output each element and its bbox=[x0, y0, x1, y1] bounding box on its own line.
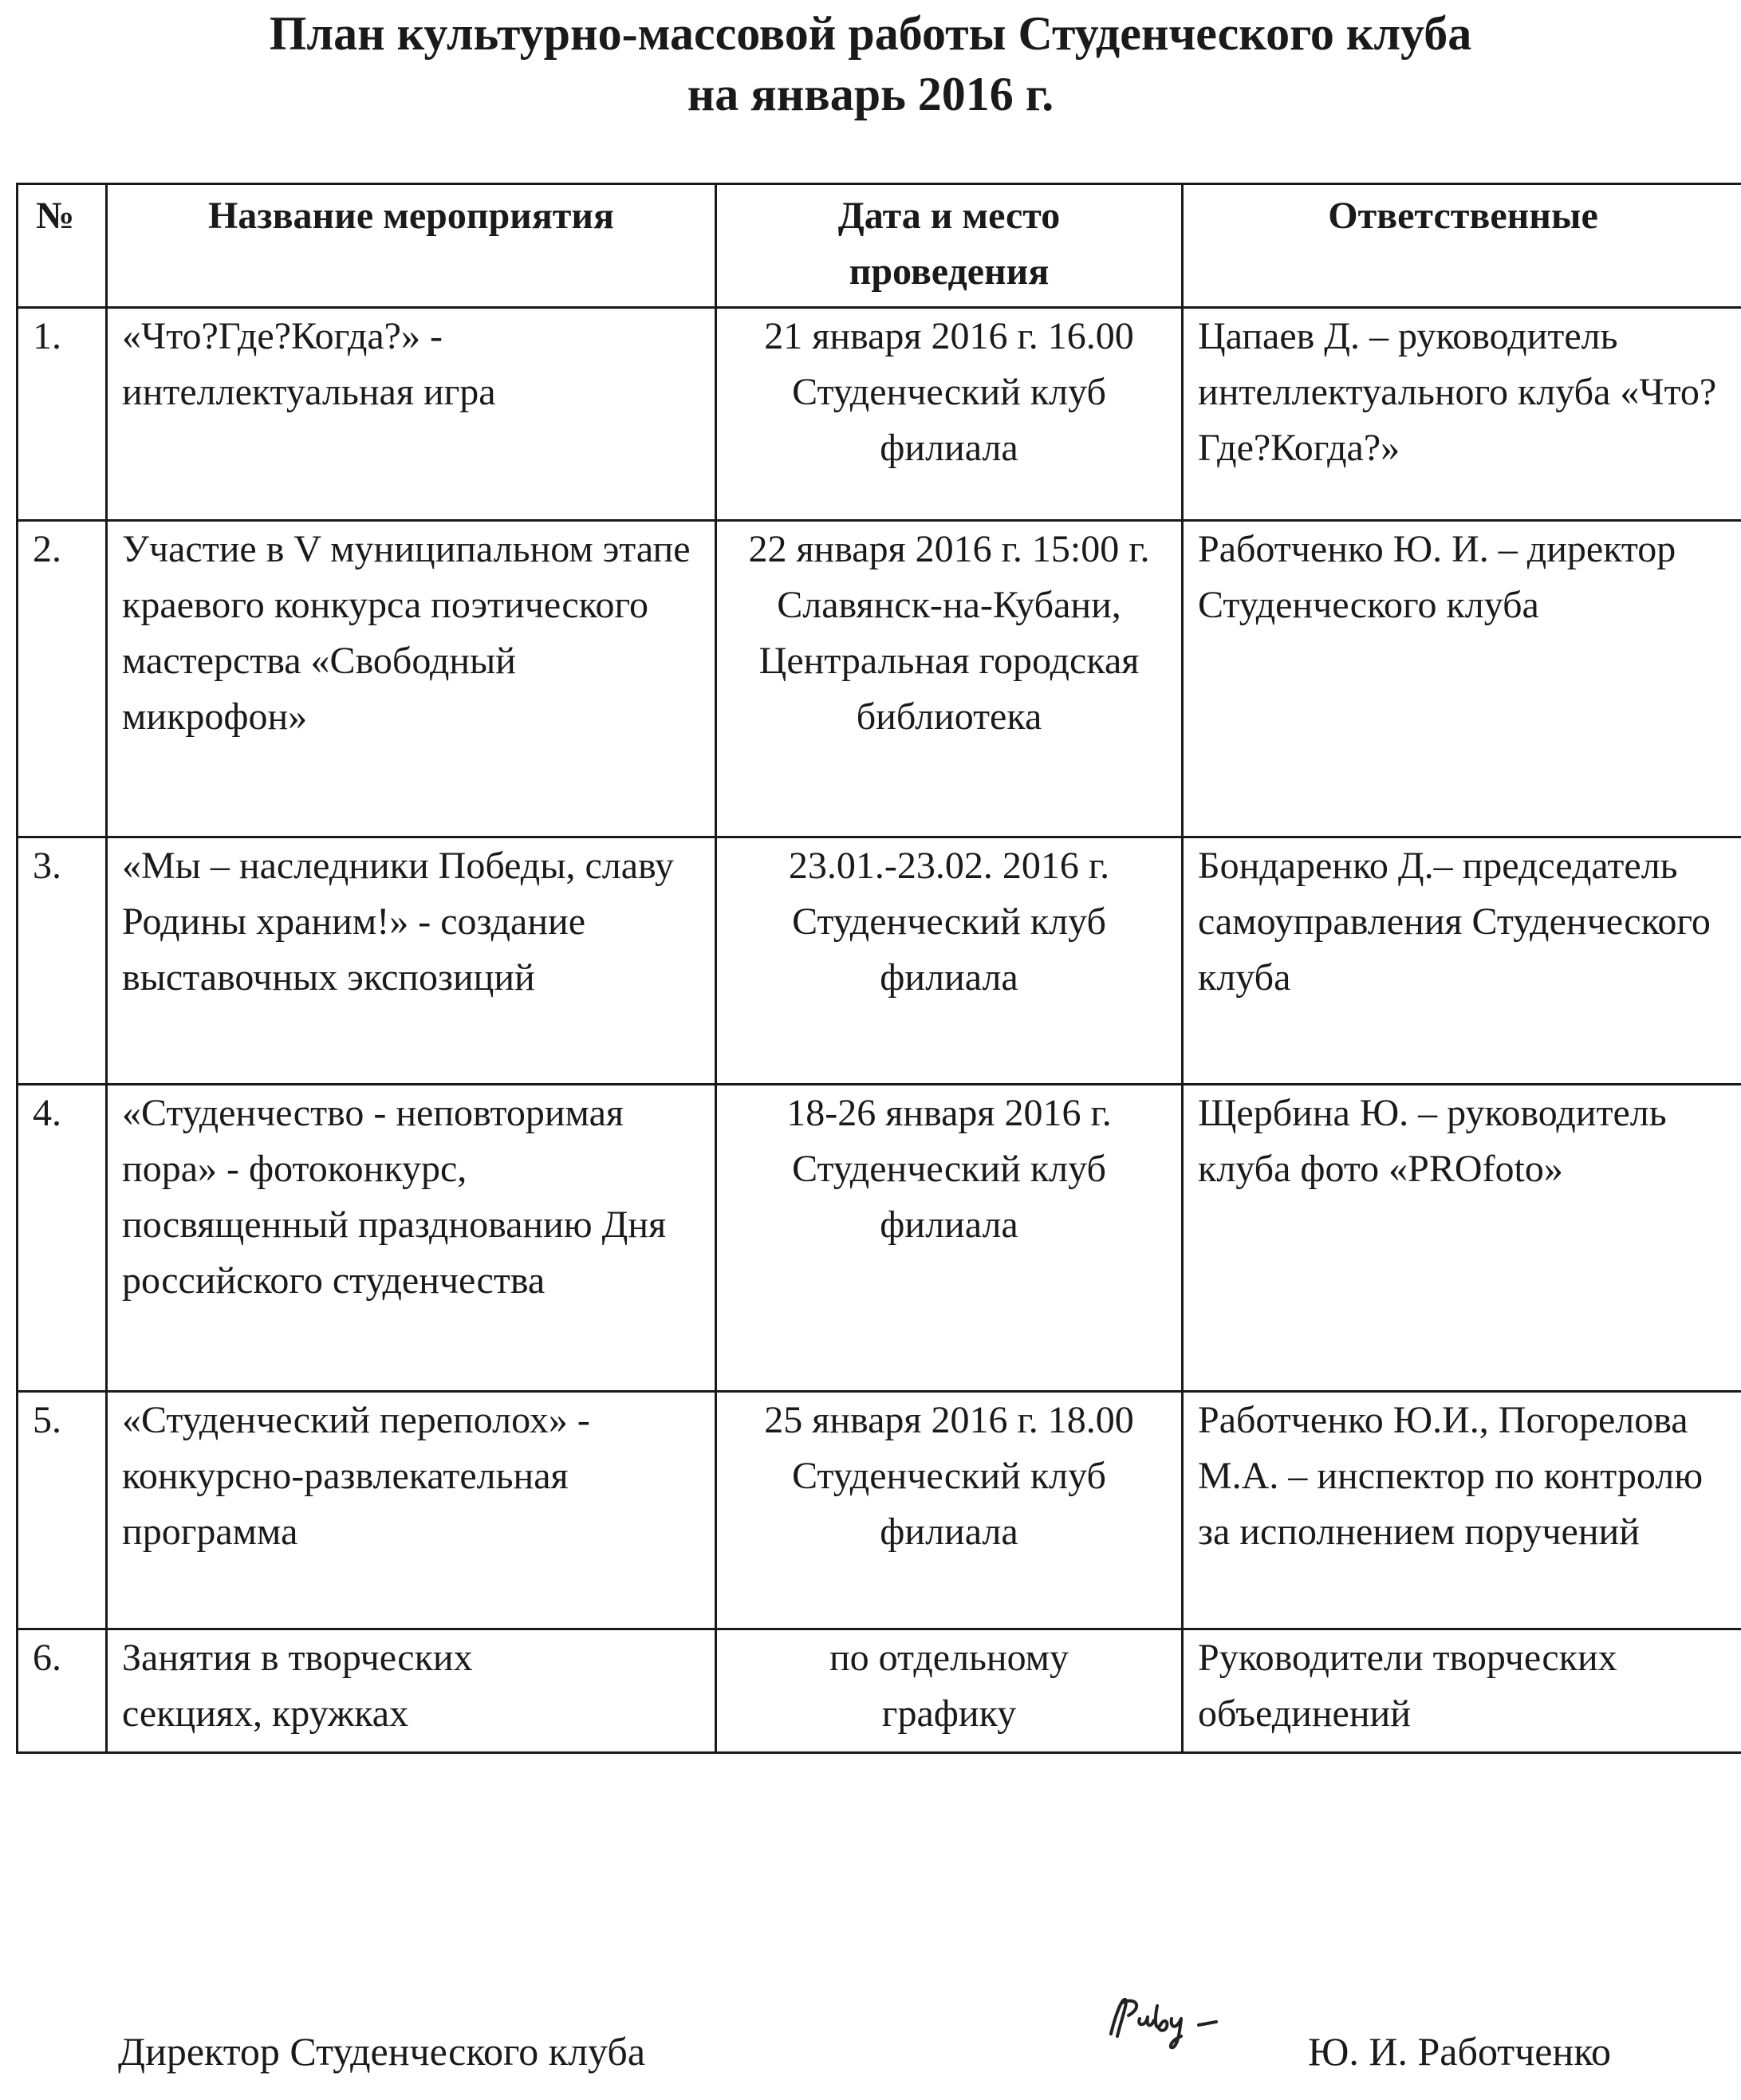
row-num: 1. bbox=[18, 308, 107, 521]
header-resp: Ответственные bbox=[1183, 184, 1741, 308]
events-table bbox=[16, 183, 1741, 1754]
title-line-2: на январь 2016 г. bbox=[687, 68, 1054, 120]
row-name: «Мы – наследники Победы, славу Родины храним!» - создание выставочных экспозиций bbox=[107, 837, 716, 1085]
row-resp: Цапаев Д. – руководитель интеллектуального клуба «Что?Где?Когда?» bbox=[1183, 308, 1741, 521]
signatory-name: Ю. И. Работченко bbox=[1308, 2029, 1611, 2074]
row-date: 22 января 2016 г. 15:00 г. Славянск-на-Кубани, Центральная городская библиотека bbox=[716, 521, 1183, 837]
row-resp: Работченко Ю. И. – директор Студенческого клуба bbox=[1183, 521, 1741, 837]
table-row bbox=[18, 1085, 1741, 1392]
row-name: Участие в V муниципальном этапе краевого конкурса поэтического мастерства «Свободный микрофон» bbox=[107, 521, 716, 837]
row-resp: Щербина Ю. – руководитель клуба фото «PROfoto» bbox=[1183, 1085, 1741, 1392]
table-header-row bbox=[18, 184, 1741, 308]
table-row bbox=[18, 837, 1741, 1085]
signatory-position: Директор Студенческого клуба bbox=[118, 2029, 646, 2074]
signature-icon bbox=[1105, 1990, 1264, 2054]
row-num: 4. bbox=[18, 1085, 107, 1392]
row-resp: Работченко Ю.И., Погорелова М.А. – инспектор по контролю за исполнением поручений bbox=[1183, 1392, 1741, 1629]
row-resp: Руководители творческих объединений bbox=[1183, 1629, 1741, 1753]
row-date: 18-26 января 2016 г. Студенческий клуб филиала bbox=[716, 1085, 1183, 1392]
row-num: 6. bbox=[18, 1629, 107, 1753]
row-date: по отдельному графику bbox=[716, 1629, 1183, 1753]
row-date: 23.01.-23.02. 2016 г. Студенческий клуб филиала bbox=[716, 837, 1183, 1085]
row-name: «Студенчество - неповторимая пора» - фотоконкурс, посвященный празднованию Дня российского студенчества bbox=[107, 1085, 716, 1392]
row-name: «Что?Где?Когда?» - интеллектуальная игра bbox=[107, 308, 716, 521]
row-name: «Студенческий переполох» - конкурсно-развлекательная программа bbox=[107, 1392, 716, 1629]
row-num: 3. bbox=[18, 837, 107, 1085]
table-row bbox=[18, 1392, 1741, 1629]
row-num: 2. bbox=[18, 521, 107, 837]
table-row bbox=[18, 521, 1741, 837]
row-resp: Бондаренко Д.– председатель самоуправления Студенческого клуба bbox=[1183, 837, 1741, 1085]
header-name: Название мероприятия bbox=[107, 184, 716, 308]
table-row bbox=[18, 308, 1741, 521]
handwritten-signature bbox=[1105, 1990, 1264, 2054]
row-name: Занятия в творческих секциях, кружках bbox=[107, 1629, 716, 1753]
row-date: 21 января 2016 г. 16.00 Студенческий клуб филиала bbox=[716, 308, 1183, 521]
row-num: 5. bbox=[18, 1392, 107, 1629]
header-date: Дата и место проведения bbox=[716, 184, 1183, 308]
title-line-1: План культурно-массовой работы Студенческого клуба bbox=[269, 7, 1472, 60]
row-date: 25 января 2016 г. 18.00 Студенческий клуб филиала bbox=[716, 1392, 1183, 1629]
header-num: № bbox=[18, 184, 107, 308]
table-row bbox=[18, 1629, 1741, 1753]
